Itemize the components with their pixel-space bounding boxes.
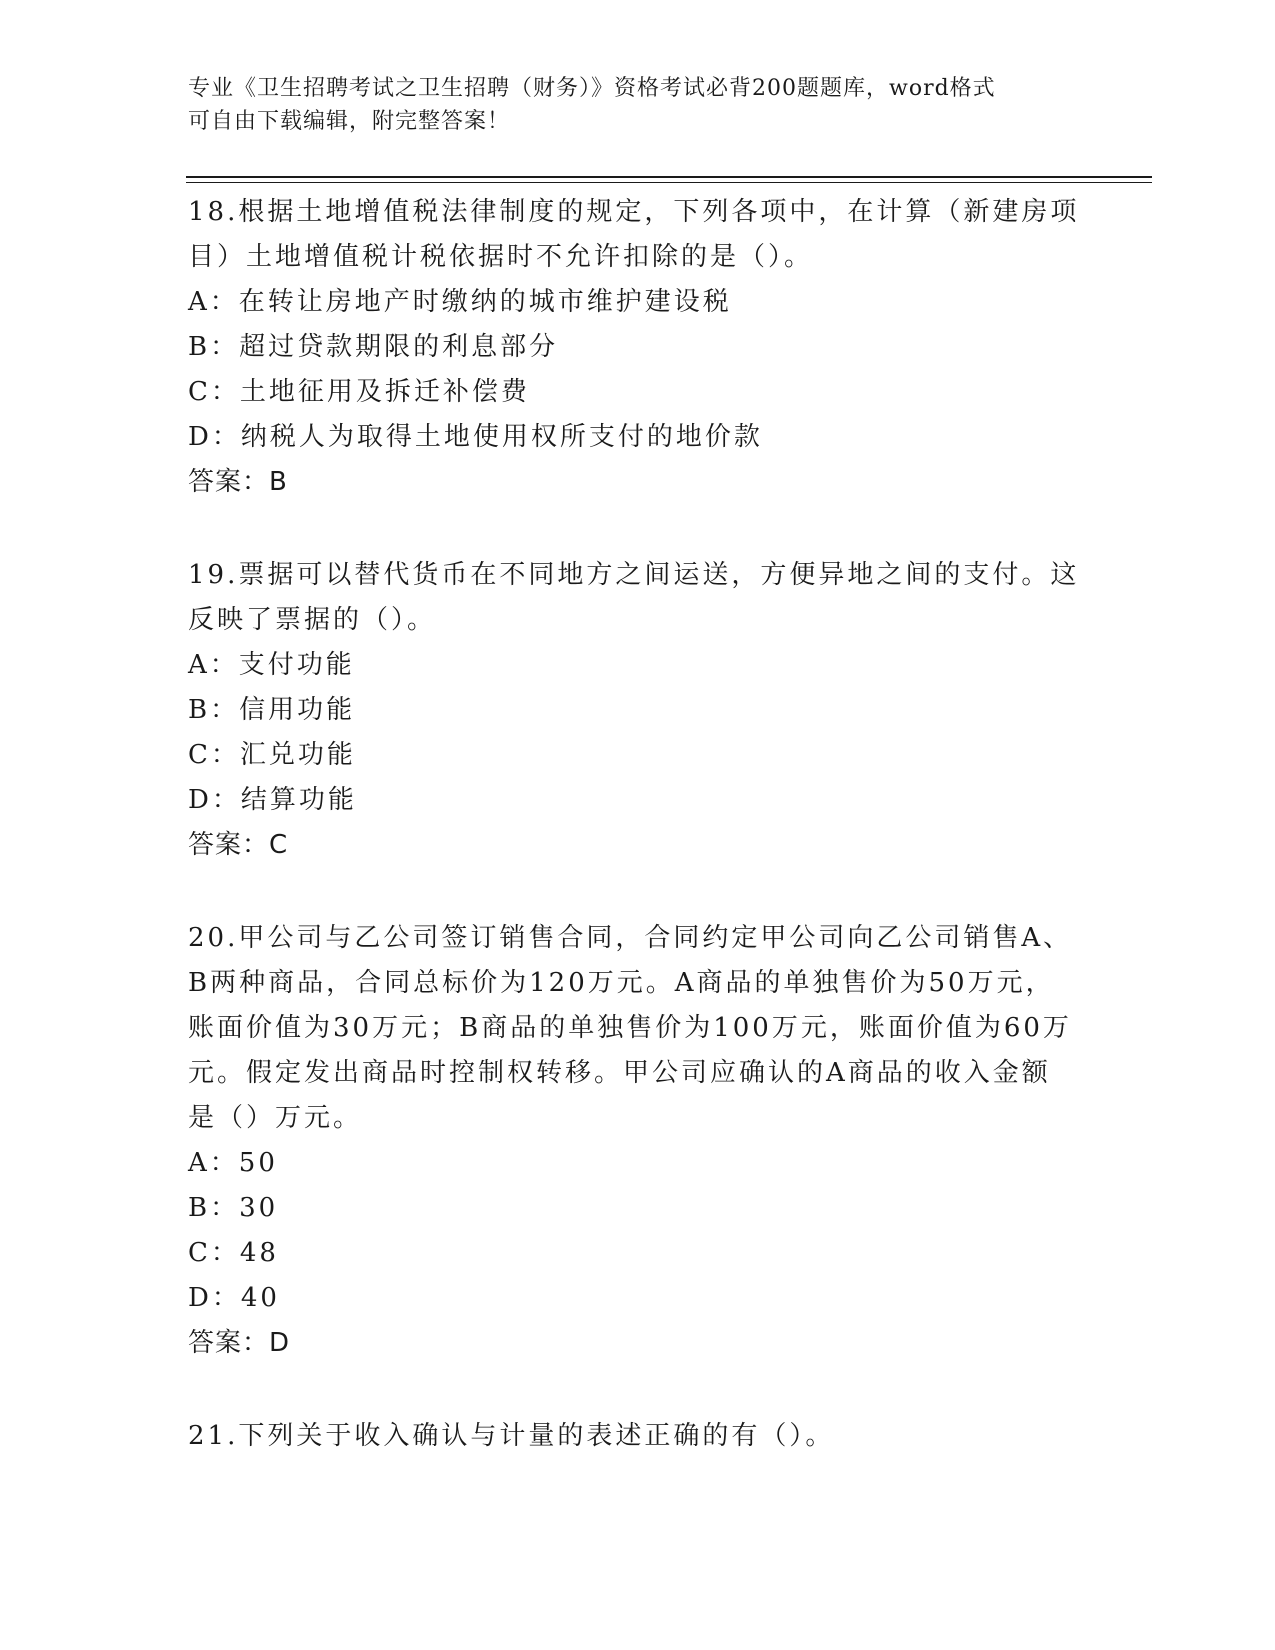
option-b: B：信用功能 [188, 695, 356, 725]
option-c: C：汇兑功能 [188, 740, 356, 770]
question-stem-line: B两种商品，合同总标价为120万元。A商品的单独售价为50万元， [188, 968, 1055, 998]
question-stem-line: 20.甲公司与乙公司签订销售合同，合同约定甲公司向乙公司销售A、 [188, 923, 1073, 953]
option-a: A：50 [188, 1148, 278, 1178]
option-d: D：纳税人为取得土地使用权所支付的地价款 [188, 422, 763, 452]
option-d: D：结算功能 [188, 785, 357, 815]
question-stem-line: 元。假定发出商品时控制权转移。甲公司应确认的A商品的收入金额 [188, 1058, 1051, 1088]
answer: 答案：D [188, 1328, 291, 1358]
question-stem-line: 账面价值为30万元；B商品的单独售价为100万元，账面价值为60万 [188, 1013, 1072, 1043]
question-stem-line: 目）土地增值税计税依据时不允许扣除的是（）。 [188, 242, 814, 272]
option-a: A：在转让房地产时缴纳的城市维护建设税 [188, 287, 732, 317]
option-b: B：30 [188, 1193, 279, 1223]
question-stem-line: 是（）万元。 [188, 1103, 363, 1133]
question-21 [188, 1414, 1088, 1459]
option-a: A：支付功能 [188, 650, 355, 680]
question-stem-line: 19.票据可以替代货币在不同地方之间运送，方便异地之间的支付。这 [188, 560, 1080, 590]
document-header [188, 72, 1068, 138]
option-d: D：40 [188, 1283, 280, 1313]
answer: 答案：B [188, 467, 288, 497]
question-stem-line: 反映了票据的（）。 [188, 605, 437, 635]
question-stem-line: 18.根据土地增值税法律制度的规定，下列各项中，在计算（新建房项 [188, 197, 1080, 227]
question-stem-line: 21.下列关于收入确认与计量的表述正确的有（）。 [188, 1421, 835, 1451]
header-rule-thick [186, 176, 1152, 178]
question-list [188, 190, 1088, 1507]
answer: 答案：C [188, 830, 289, 860]
header-line-1: 专业《卫生招聘考试之卫生招聘（财务）》资格考试必背200题题库，word格式 [188, 76, 996, 101]
question-19 [188, 553, 1088, 868]
question-18 [188, 190, 1088, 505]
header-rule-thin [186, 182, 1152, 183]
header-line-2: 可自由下载编辑，附完整答案！ [188, 109, 511, 134]
option-b: B：超过贷款期限的利息部分 [188, 332, 559, 362]
option-c: C：土地征用及拆迁补偿费 [188, 377, 530, 407]
question-20 [188, 916, 1088, 1366]
option-c: C：48 [188, 1238, 279, 1268]
